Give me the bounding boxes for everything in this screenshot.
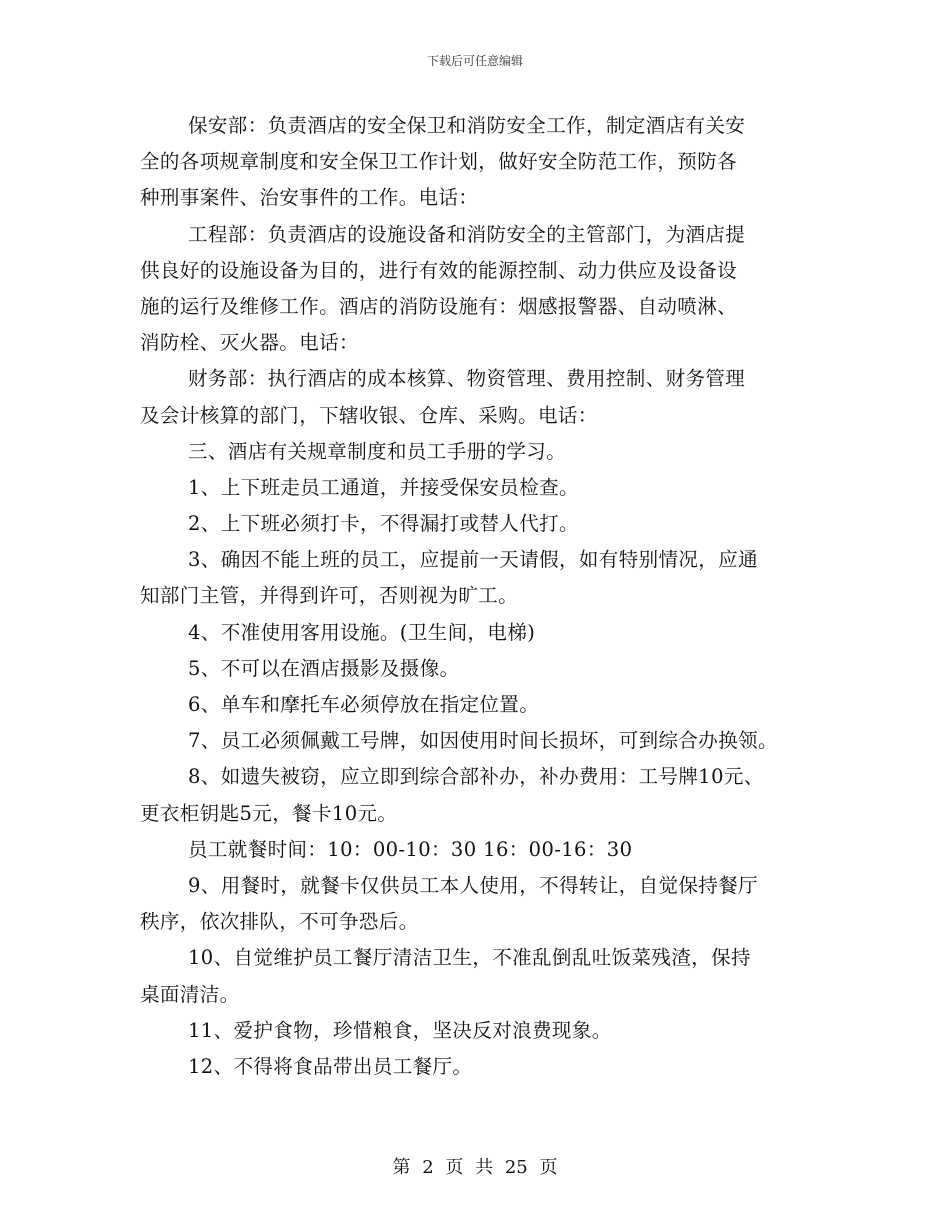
page-number: 第 2 页 共 25 页 [392, 1157, 558, 1178]
section-heading: 三、酒店有关规章制度和员工手册的学习。 [188, 439, 567, 463]
rule-item: 5、不可以在酒店摄影及摄像。 [188, 656, 460, 680]
rule-item-continuation: 秩序，依次排队，不可争恐后。 [140, 910, 419, 934]
rule-item: 7、员工必须佩戴工号牌，如因使用时间长损坏，可到综合办换领。 [188, 729, 778, 753]
rule-item: 3、确因不能上班的员工，应提前一天请假，如有特别情况，应通 [188, 548, 759, 572]
paragraph-line: 供良好的设施设备为目的，进行有效的能源控制、动力供应及设备设 [140, 258, 738, 282]
rule-item: 9、用餐时，就餐卡仅供员工本人使用，不得转让，自觉保持餐厅 [188, 873, 759, 897]
paragraph-line: 保安部：负责酒店的安全保卫和消防安全工作，制定酒店有关安 [188, 114, 746, 137]
rule-item: 11、爱护食物，珍惜粮食，坚决反对浪费现象。 [188, 1018, 612, 1042]
paragraph-line: 种刑事案件、治安事件的工作。电话： [140, 186, 479, 210]
rule-item-continuation: 桌面清洁。 [140, 982, 240, 1006]
rule-item: 6、单车和摩托车必须停放在指定位置。 [188, 693, 540, 716]
paragraph-line: 工程部：负责酒店的设施设备和消防安全的主管部门，为酒店提 [188, 222, 746, 246]
rule-item: 1、上下班走员工通道，并接受保安员检查。 [188, 475, 579, 499]
header-note: 下载后可任意编辑 [426, 54, 523, 68]
rule-item-continuation: 更衣柜钥匙5元，餐卡10元。 [140, 801, 398, 825]
paragraph-line: 全的各项规章制度和安全保卫工作计划，做好安全防范工作，预防各 [140, 150, 738, 174]
rule-item: 12、不得将食品带出员工餐厅。 [188, 1054, 473, 1078]
rule-item: 10、自觉维护员工餐厅清洁卫生，不准乱倒乱吐饭菜残渣，保持 [188, 946, 751, 970]
rule-item: 2、上下班必须打卡，不得漏打或替人代打。 [188, 512, 579, 536]
rule-item-continuation: 知部门主管，并得到许可，否则视为旷工。 [140, 584, 519, 608]
document-body [140, 108, 825, 1085]
paragraph-line: 及会计核算的部门，下辖收银、仓库、采购。电话： [140, 403, 598, 427]
rule-item: 8、如遗失被窃，应立即到综合部补办，补办费用：工号牌10元、 [188, 765, 764, 789]
paragraph-line: 施的运行及维修工作。酒店的消防设施有：烟感报警器、自动喷淋、 [140, 294, 738, 318]
meal-time-line: 员工就餐时间：10：00-10：30 16：00-16：30 [188, 837, 633, 861]
paragraph-line: 消防栓、灭火器。电话： [140, 331, 359, 355]
rule-item: 4、不准使用客用设施。(卫生间，电梯) [188, 620, 536, 644]
paragraph-line: 财务部：执行酒店的成本核算、物资管理、费用控制、财务管理 [188, 367, 746, 391]
